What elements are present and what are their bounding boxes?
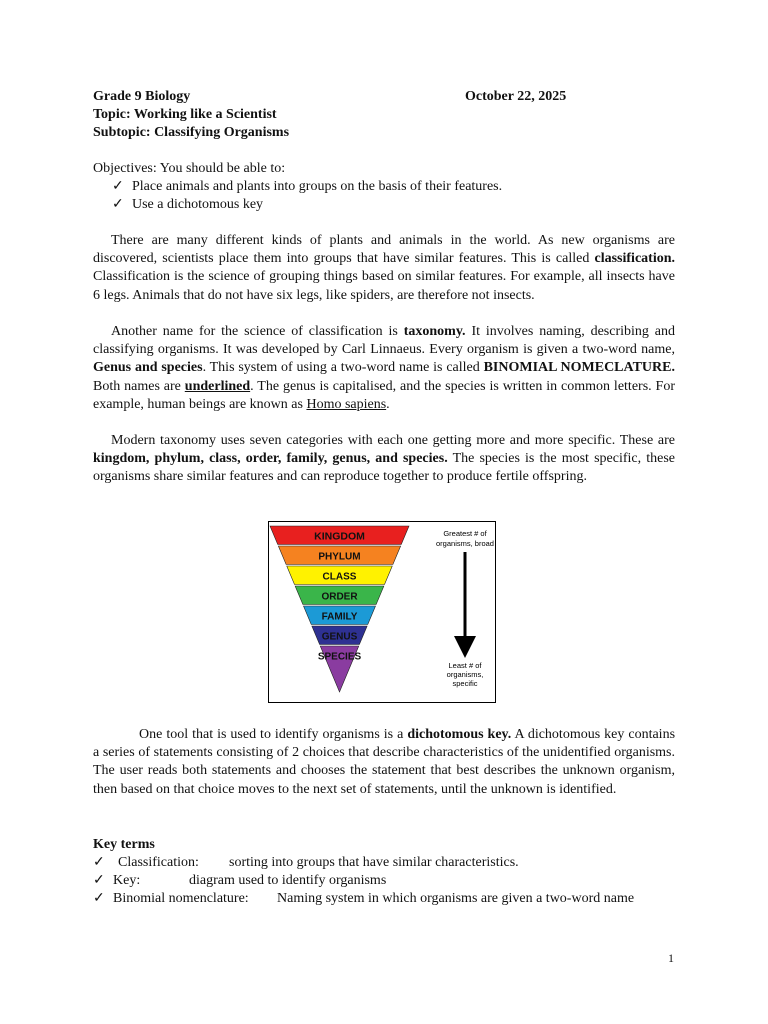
pyramid-label-phylum: PHYLUM [318, 551, 361, 563]
taxonomy-pyramid-figure [268, 521, 496, 703]
paragraph-classification: There are many different kinds of plants and animals in the world. As new organisms are discovered, scientists place them into groups that have similar features. This is called classification. Classification is the science of grouping things based on similar features. For example, all insects have 6 legs. Animals that do not have six legs, like spiders, are therefore not insects. [93, 233, 675, 303]
checkmark-icon: ✓ [93, 855, 105, 870]
pyramid-label-order: ORDER [321, 591, 358, 603]
pyramid-label-class: CLASS [322, 571, 357, 583]
key-term-item: ✓ Key: diagram used to identify organisms [93, 873, 387, 888]
specific-note: organisms, [446, 670, 484, 679]
key-term-item: ✓ Binomial nomenclature: Naming system in which organisms are given a two-word name [93, 891, 635, 906]
key-terms-heading: Key terms [93, 837, 155, 852]
paragraph-taxonomy: Another name for the science of classification is taxonomy. It involves naming, describing and classifying organisms. It was developed by Carl Linnaeus. Every organism is given a two-word name, Genus and species. This system of using a two-word name is called BINOMIAL NOMECLATURE. Both names are underlined. The genus is capitalised, and the species is written in common letters. For example, human beings are known as Homo sapiens. [93, 324, 675, 412]
arrow-head-icon [454, 636, 476, 658]
specific-note: specific [452, 679, 478, 688]
topic-line: Topic: Working like a Scientist [93, 107, 277, 122]
objectives-heading: Objectives: You should be able to: [93, 161, 286, 176]
checkmark-icon: ✓ [93, 873, 105, 888]
checkmark-icon: ✓ [112, 179, 124, 194]
checkmark-icon: ✓ [112, 197, 124, 212]
pyramid-label-genus: GENUS [321, 631, 358, 643]
pyramid-label-family: FAMILY [321, 611, 358, 623]
subtopic-line: Subtopic: Classifying Organisms [93, 125, 290, 140]
broad-note: Greatest # of [443, 529, 487, 538]
broad-note: organisms, broad [436, 539, 494, 548]
page-number: 1 [668, 951, 674, 965]
document-date: October 22, 2025 [465, 89, 567, 104]
paragraph-categories: Modern taxonomy uses seven categories with each one getting more and more specific. These are kingdom, phylum, class, order, family, genus, and species. The species is the most specific, these organisms share similar features and can reproduce together to produce fertile offspring. [93, 433, 675, 485]
taxonomy-pyramid [269, 522, 495, 702]
objective-item: ✓ Use a dichotomous key [112, 197, 264, 212]
course-title: Grade 9 Biology [93, 89, 191, 104]
pyramid-label-species: SPECIES [317, 651, 362, 663]
checkmark-icon: ✓ [93, 891, 105, 906]
key-term-item: ✓ Classification: sorting into groups that have similar characteristics. [93, 855, 519, 870]
pyramid-label-kingdom: KINGDOM [314, 530, 365, 543]
objective-item: ✓ Place animals and plants into groups on the basis of their features. [112, 179, 503, 194]
specific-note: Least # of [448, 661, 482, 670]
paragraph-dichotomous-key: One tool that is used to identify organisms is a dichotomous key. A dichotomous key contains a series of statements consisting of 2 choices that describe characteristics of the unidentified organisms. The user reads both statements and chooses the statement that best describes the unknown organism, then based on that choice moves to the next set of statements, until the unknown is identified. [93, 727, 676, 797]
